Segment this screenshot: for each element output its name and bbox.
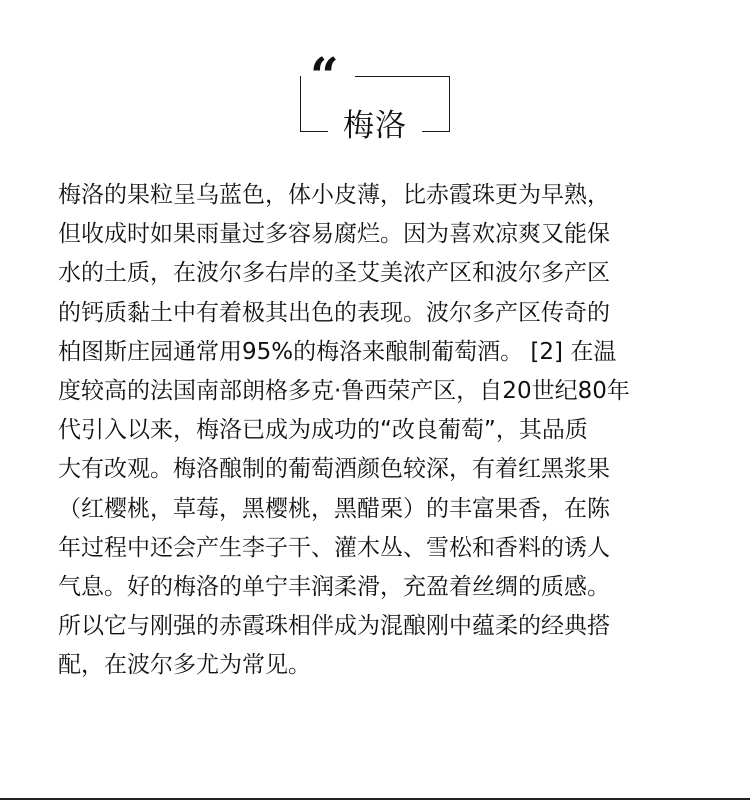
body-line-13: 配，在波尔多尤为常见。 [58,652,311,679]
title-frame [300,46,450,144]
body-line-8: 大有改观。梅洛酿制的葡萄酒颜色较深，有着红黑浆果 [58,456,610,483]
body-line-5: 柏图斯庄园通常用95%的梅洛来酿制葡萄酒。 [2] 在温 [58,338,617,365]
article-body [58,176,708,686]
body-line-4: 的钙质黏土中有着极其出色的表现。波尔多产区传奇的 [58,299,610,326]
quote-mark-icon: “ [310,46,339,105]
body-line-12: 所以它与刚强的赤霞珠相伴成为混酿刚中蕴柔的经典搭 [58,613,610,640]
body-line-11: 气息。好的梅洛的单宁丰润柔滑，充盈着丝绸的质感。 [58,574,610,601]
body-line-10: 年过程中还会产生李子干、灌木丛、雪松和香料的诱人 [58,534,610,561]
body-line-1: 梅洛的果粒呈乌蓝色，体小皮薄，比赤霞珠更为早熟， [58,182,610,208]
frame-bottom-left-border [300,131,328,132]
page-title: 梅洛 [343,108,407,144]
body-line-3: 水的土质，在波尔多右岸的圣艾美浓产区和波尔多产区 [58,260,610,287]
frame-top-border [355,76,450,77]
frame-bottom-right-border [422,131,450,132]
frame-left-border [300,76,301,132]
frame-right-border [449,76,450,132]
bottom-divider [0,798,750,800]
body-line-9: （红樱桃，草莓，黑樱桃，黑醋栗）的丰富果香，在陈 [58,495,610,522]
body-line-6: 度较高的法国南部朗格多克·鲁西荣产区，自20世纪80年 [58,378,630,405]
body-line-2: 但收成时如果雨量过多容易腐烂。因为喜欢凉爽又能保 [58,221,610,248]
body-line-7: 代引入以来，梅洛已成为成功的“改良葡萄”，其品质 [58,417,588,444]
